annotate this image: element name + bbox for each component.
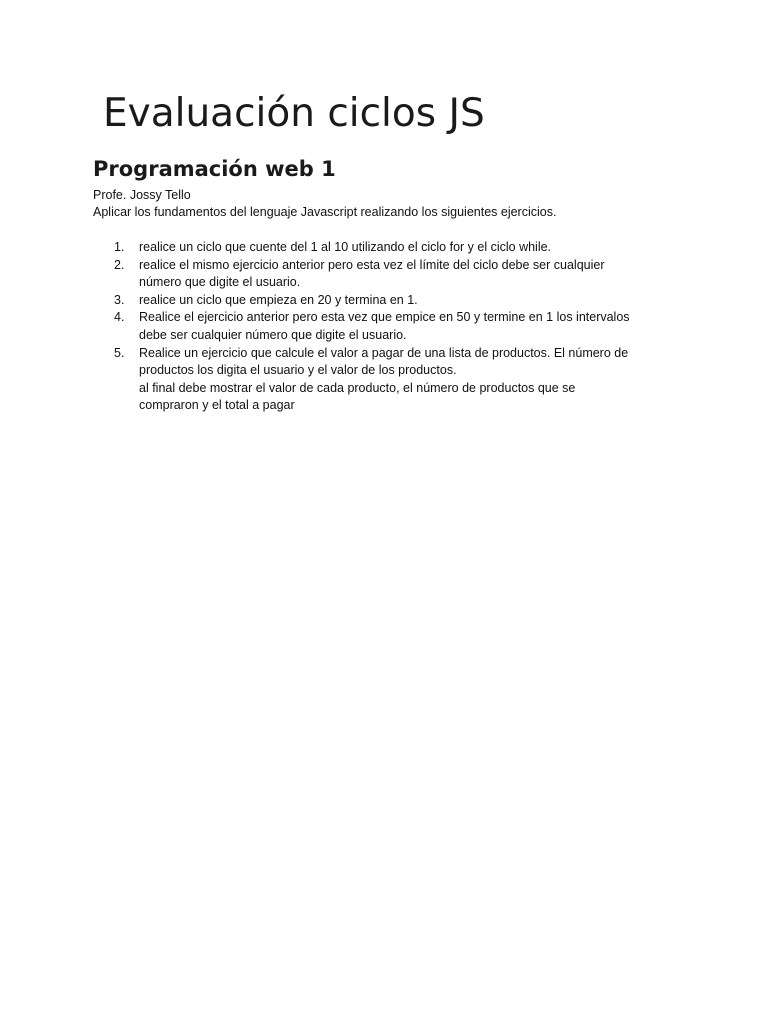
document-title: Evaluación ciclos JS <box>103 91 485 136</box>
exercise-item <box>93 309 673 344</box>
instructions-text: Aplicar los fundamentos del lenguaje Javascript realizando los siguientes ejercicios. <box>93 205 557 219</box>
exercise-list <box>93 239 673 415</box>
teacher-name: Profe. Jossy Tello <box>93 188 191 202</box>
document-subtitle: Programación web 1 <box>93 157 336 181</box>
exercise-text-line: al final debe mostrar el valor de cada producto, el número de productos que se <box>139 380 576 395</box>
exercise-text-line: número que digite el usuario. <box>139 275 301 290</box>
exercise-number: 5. <box>114 345 125 360</box>
exercise-text-line: realice un ciclo que cuente del 1 al 10 utilizando el ciclo for y el ciclo while. <box>139 240 552 254</box>
exercise-text-line: Realice el ejercicio anterior pero esta vez que empice en 50 y termine en 1 los intervalos <box>139 310 630 325</box>
exercise-number: 3. <box>114 292 125 307</box>
exercise-text-line: debe ser cualquier número que digite el usuario. <box>139 327 407 342</box>
exercise-text-line: Realice un ejercicio que calcule el valor a pagar de una lista de productos. El número de <box>139 345 629 360</box>
exercise-number: 4. <box>114 310 125 325</box>
exercise-text-line: compraron y el total a pagar <box>139 398 295 413</box>
exercise-text-line: realice el mismo ejercicio anterior pero esta vez el límite del ciclo debe ser cualquier <box>139 257 605 272</box>
exercise-item <box>93 345 673 415</box>
exercise-item <box>93 239 673 257</box>
exercise-number: 1. <box>114 240 125 254</box>
exercise-item <box>93 257 673 292</box>
exercise-text-line: realice un ciclo que empieza en 20 y termina en 1. <box>139 292 418 307</box>
exercise-item <box>93 292 673 310</box>
document-meta <box>93 187 556 221</box>
exercise-number: 2. <box>114 257 125 272</box>
exercise-text-line: productos los digita el usuario y el valor de los productos. <box>139 363 457 378</box>
